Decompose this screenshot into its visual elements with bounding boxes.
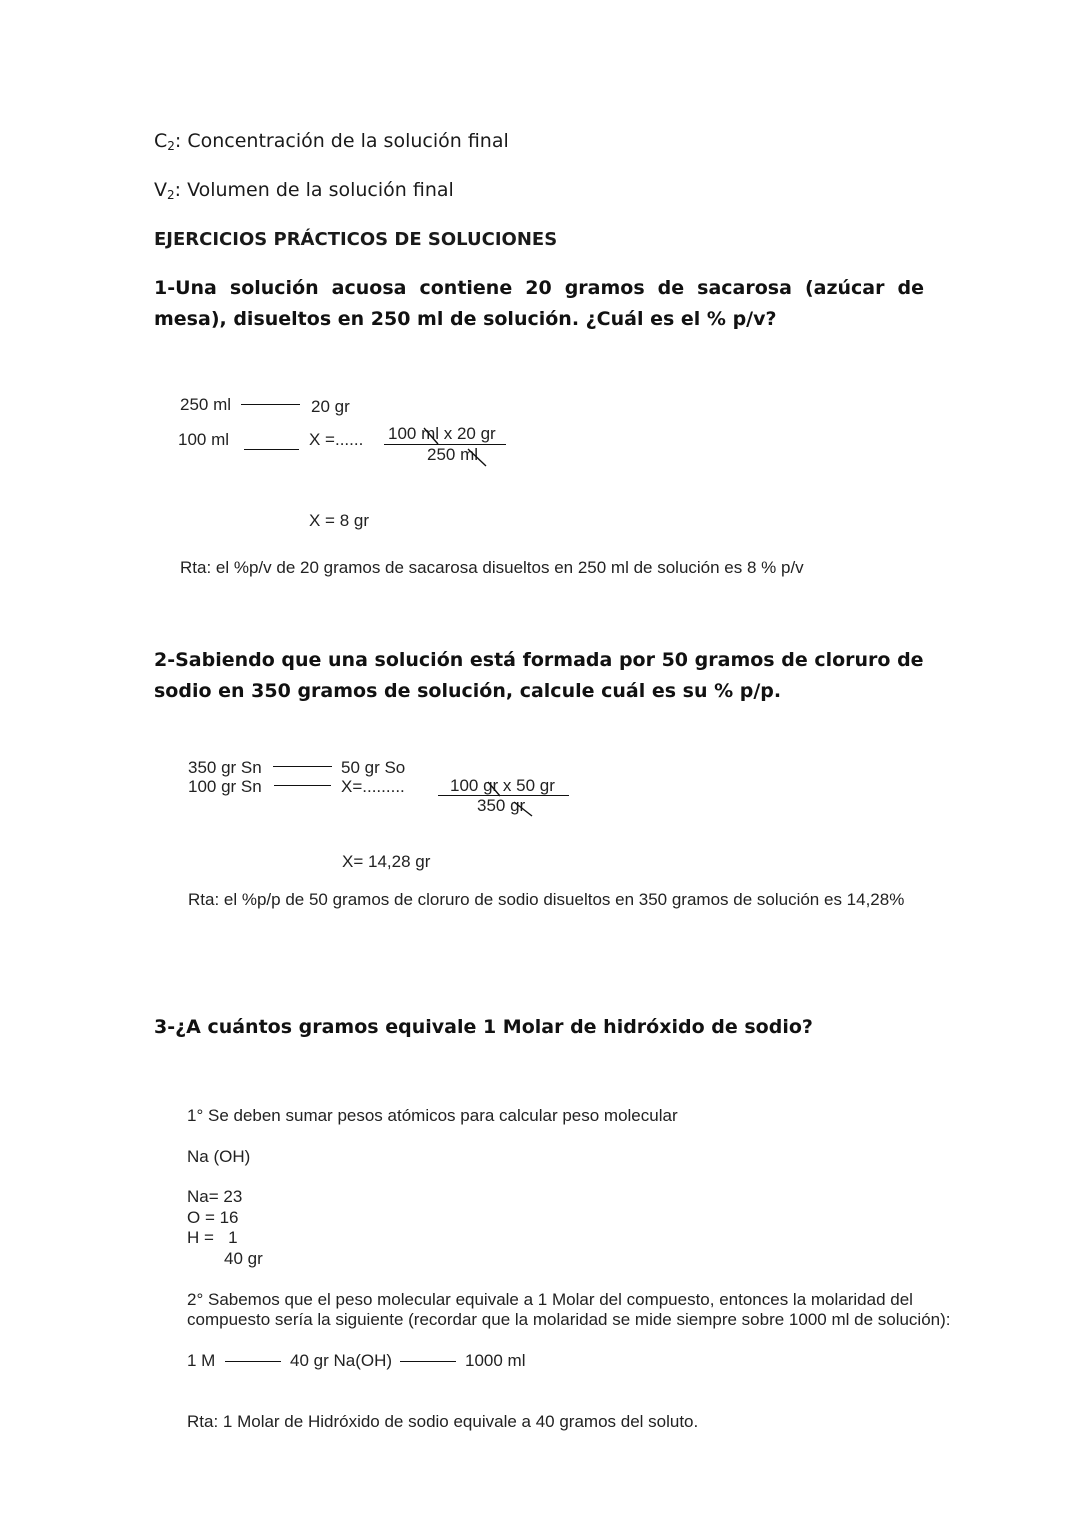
- ex1-row2-left: 100 ml: [178, 430, 230, 449]
- ex2-result: X= 14,28 gr: [342, 852, 431, 871]
- ex1-row1-right: 20 gr: [311, 397, 350, 416]
- ex1-row2-right: X =......: [309, 430, 364, 449]
- ex2-answer: Rta: el %p/p de 50 gramos de cloruro de sodio disueltos en 350 gramos de solución es 14,28%: [188, 890, 905, 909]
- ex1-cancel-marks: [418, 422, 494, 468]
- ex3-formula: Na (OH): [187, 1147, 251, 1166]
- ex2-fraction-denominator: 350 gr: [477, 796, 526, 815]
- ex1-fraction-denominator: 250 ml: [427, 445, 479, 464]
- ex3-relation-1m: 1 M: [187, 1351, 216, 1370]
- ex3-relation-mass: 40 gr Na(OH): [290, 1351, 393, 1370]
- ex1-row1-dash: [241, 404, 300, 405]
- ex1-fraction-numerator: 100 ml x 20 gr: [388, 424, 496, 443]
- section-title: EJERCICIOS PRÁCTICOS DE SOLUCIONES: [154, 229, 558, 250]
- exercise-1-question: 1-Una solución acuosa contiene 20 gramos de sacarosa (azúcar de mesa), disueltos en 250 ml de solución. ¿Cuál es el % p/v?: [154, 277, 924, 330]
- exercise-2-question: 2-Sabiendo que una solución está formada por 50 gramos de cloruro de sodio en 350 gramos de solución, calcule cuál es su % p/p.: [154, 649, 924, 702]
- ex2-row1-left: 350 gr Sn: [188, 758, 262, 777]
- ex2-fraction-numerator: 100 gr x 50 gr: [450, 776, 555, 795]
- ex3-h-weight: H = 1: [187, 1228, 238, 1247]
- ex2-row2-right: X=.........: [341, 777, 405, 796]
- ex1-result: X = 8 gr: [309, 511, 370, 530]
- ex3-answer: Rta: 1 Molar de Hidróxido de sodio equivale a 40 gramos del soluto.: [187, 1412, 699, 1431]
- definition-c2: $C_2$: Concentración de la solución final: [154, 130, 509, 153]
- ex2-row2-dash: [274, 785, 331, 786]
- ex1-answer: Rta: el %p/v de 20 gramos de sacarosa disueltos en 250 ml de solución es 8 % p/v: [180, 558, 804, 577]
- ex3-o-weight: O = 16: [187, 1208, 239, 1227]
- ex3-relation-volume: 1000 ml: [465, 1351, 526, 1370]
- ex3-step2-line2: compuesto sería la siguiente (recordar que la molaridad se mide siempre sobre 1000 ml de solución):: [187, 1310, 951, 1329]
- ex2-row1-dash: [273, 766, 332, 767]
- ex1-row1-left: 250 ml: [180, 395, 232, 414]
- ex3-total: 40 gr: [224, 1249, 263, 1268]
- ex2-row1-right: 50 gr So: [341, 758, 406, 777]
- ex2-cancel-marks: [480, 774, 540, 820]
- ex3-step1: 1° Se deben sumar pesos atómicos para calcular peso molecular: [187, 1106, 678, 1125]
- definition-v2: $V_2$: Volumen de la solución final: [154, 179, 454, 202]
- ex3-step2-line1: 2° Sabemos que el peso molecular equivale a 1 Molar del compuesto, entonces la molaridad del: [187, 1290, 913, 1309]
- ex3-relation-dash-1: [225, 1361, 281, 1362]
- exercise-3-question: 3-¿A cuántos gramos equivale 1 Molar de hidróxido de sodio?: [154, 1016, 813, 1038]
- ex1-row2-dash: [244, 449, 299, 450]
- ex2-row2-left: 100 gr Sn: [188, 777, 262, 796]
- ex3-relation-dash-2: [400, 1361, 456, 1362]
- ex3-na-weight: Na= 23: [187, 1187, 243, 1206]
